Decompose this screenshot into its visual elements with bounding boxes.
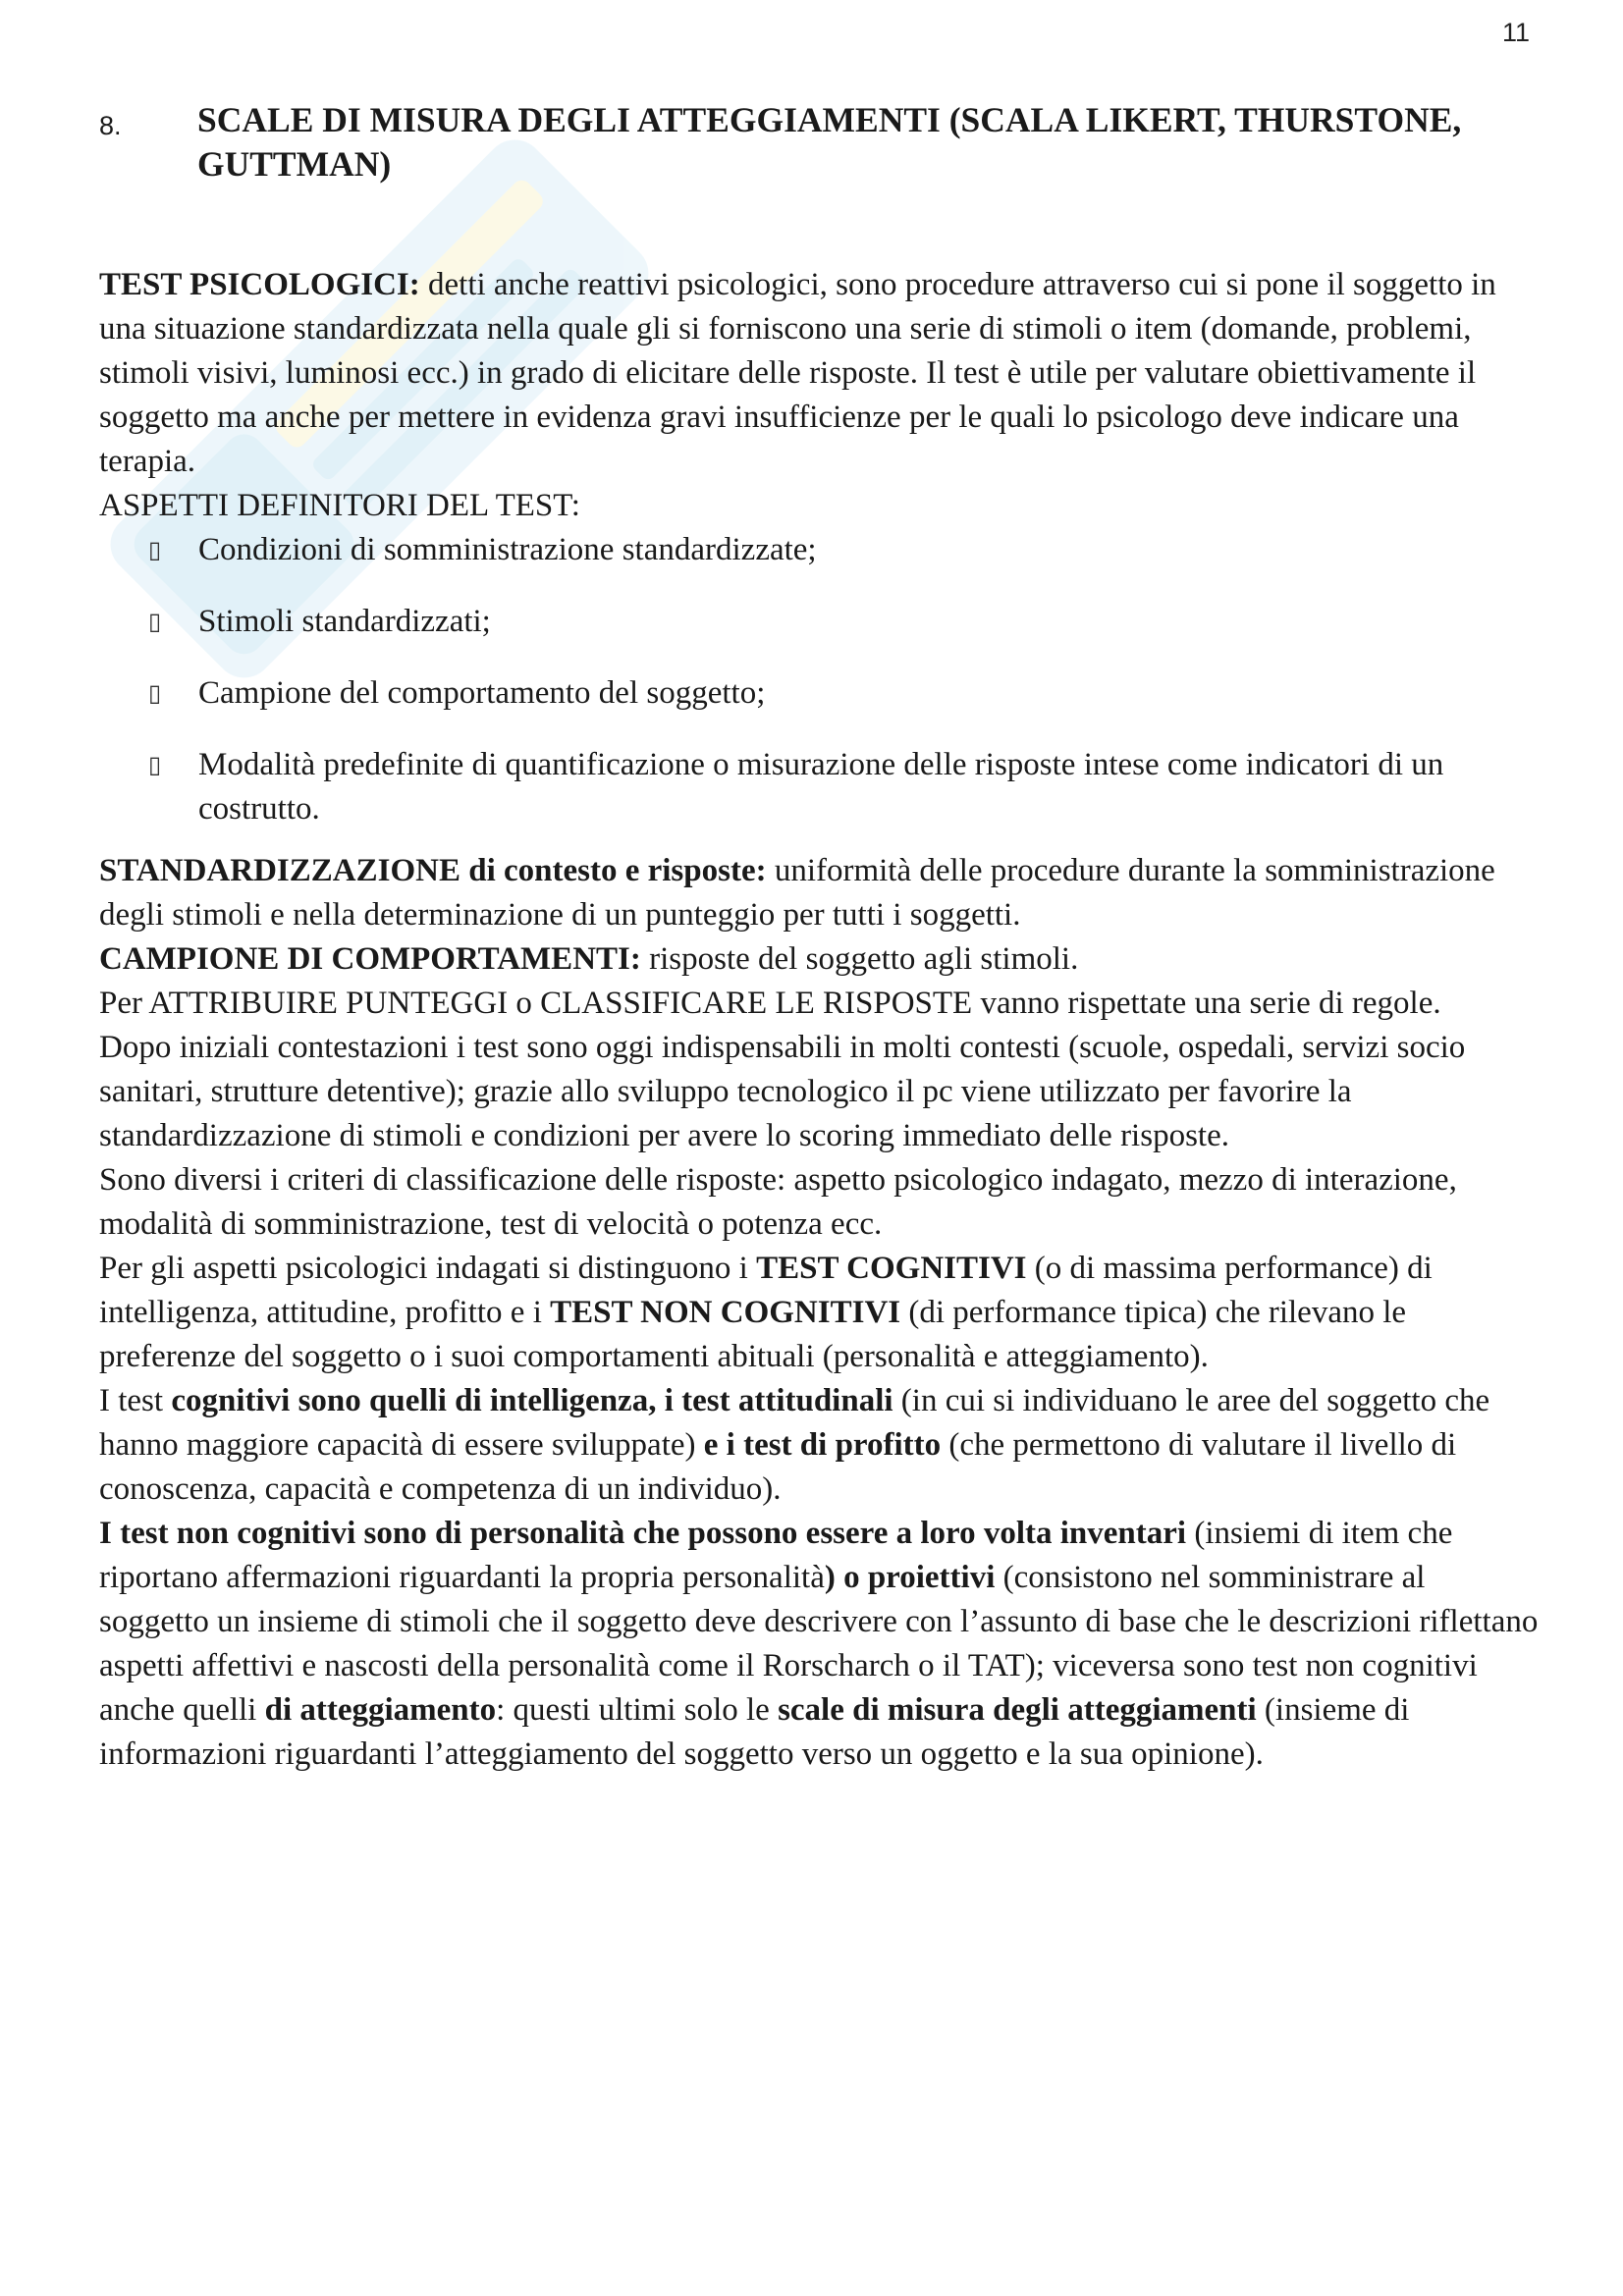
cognitive-paragraph bbox=[99, 1379, 1542, 1512]
intro-term: TEST PSICOLOGICI: bbox=[99, 267, 420, 302]
noncognitive-term-1: I test non cognitivi sono di personalità che possono essere a loro volta inventari bbox=[99, 1516, 1187, 1551]
aspects-list bbox=[99, 528, 1542, 831]
list-item-text: Condizioni di somministrazione standardizzate; bbox=[198, 532, 817, 567]
contexts-paragraph: Dopo iniziali contestazioni i test sono oggi indispensabili in molti contesti (scuole, ospedali, servizi socio sanitari, strutture detentive); grazie allo sviluppo tecnologico il pc viene utilizzato per favorire la standardizzazione di stimoli e condizioni per avere lo scoring immediato delle risposte. bbox=[99, 1030, 1466, 1153]
bullet-icon: ▯ bbox=[148, 608, 162, 635]
types-term-cognitive: TEST COGNITIVI bbox=[756, 1251, 1027, 1286]
cognitive-term-2: e i test di profitto bbox=[703, 1427, 942, 1463]
page-number: 11 bbox=[1502, 18, 1531, 47]
cognitive-text-3: (che permettono di valutare il livello di conoscenza, capacità e competenza di un individuo). bbox=[99, 1427, 1457, 1507]
noncognitive-term-2: ) o proiettivi bbox=[824, 1560, 996, 1595]
bullet-icon: ▯ bbox=[148, 751, 162, 778]
aspects-heading: ASPETTI DEFINITORI DEL TEST: bbox=[99, 488, 580, 523]
section-heading bbox=[99, 98, 1542, 187]
standardization-text: uniformità delle procedure durante la somministrazione degli stimoli e nella determinazione di un punteggio per tutti i soggetti. bbox=[99, 853, 1495, 933]
section-title: SCALE DI MISURA DEGLI ATTEGGIAMENTI (SCALA LIKERT, THURSTONE, GUTTMAN) bbox=[197, 100, 1462, 184]
section-number: 8. bbox=[99, 111, 122, 140]
cognitive-text-2: (in cui si individuano le aree del soggetto che hanno maggiore capacità di essere sviluppate) bbox=[99, 1383, 1490, 1463]
sample-paragraph bbox=[99, 937, 1542, 982]
standardization-term: STANDARDIZZAZIONE di contesto e risposte: bbox=[99, 853, 767, 888]
intro-text: detti anche reattivi psicologici, sono procedure attraverso cui si pone il soggetto in una situazione standardizzata nella quale gli si forniscono una serie di stimoli o item (domande, problemi, stimoli visivi, luminosi ecc.) in grado di elicitare delle risposte. Il test è utile per valutare obiettivamente il soggetto ma anche per mettere in evidenza gravi insufficienze per le quali lo psicologo deve indicare una terapia. bbox=[99, 267, 1496, 479]
noncognitive-term-4: scale di misura degli atteggiamenti bbox=[778, 1692, 1257, 1728]
list-item bbox=[99, 600, 1542, 644]
sample-text: risposte del soggetto agli stimoli. bbox=[640, 941, 1079, 977]
noncognitive-text-4: (insieme di informazioni riguardanti l’atteggiamento del soggetto verso un oggetto e la sua opinione). bbox=[99, 1692, 1410, 1772]
page-content bbox=[99, 98, 1542, 1777]
scoring-rules-paragraph: Per ATTRIBUIRE PUNTEGGI o CLASSIFICARE LE RISPOSTE vanno rispettate una serie di regole. bbox=[99, 986, 1441, 1021]
noncognitive-text-2: (consistono nel somministrare al soggetto un insieme di stimoli che il soggetto deve descrivere con l’assunto di base che le descrizioni riflettano aspetti affettivi e nascosti della personalità come il Rorscharch o il TAT); viceversa sono test non cognitivi anche quelli bbox=[99, 1560, 1539, 1728]
noncognitive-text-1: (insiemi di item che riportano affermazioni riguardanti la propria personalità bbox=[99, 1516, 1453, 1595]
noncognitive-paragraph bbox=[99, 1512, 1542, 1777]
list-item-text: Stimoli standardizzati; bbox=[198, 604, 491, 639]
intro-paragraph bbox=[99, 263, 1542, 484]
sample-term: CAMPIONE DI COMPORTAMENTI: bbox=[99, 941, 641, 977]
list-item bbox=[99, 743, 1542, 831]
list-item-text: Modalità predefinite di quantificazione o misurazione delle risposte intese come indicatori di un costrutto. bbox=[198, 747, 1444, 827]
types-paragraph bbox=[99, 1247, 1542, 1379]
noncognitive-term-3: di atteggiamento bbox=[264, 1692, 497, 1728]
list-item bbox=[99, 671, 1542, 716]
types-text-2: (o di massima performance) di intelligenza, attitudine, profitto e i bbox=[99, 1251, 1433, 1330]
bullet-icon: ▯ bbox=[148, 536, 162, 563]
list-item bbox=[99, 528, 1542, 572]
list-item-text: Campione del comportamento del soggetto; bbox=[198, 675, 766, 711]
cognitive-term-1: cognitivi sono quelli di intelligenza, i test attitudinali bbox=[171, 1383, 893, 1418]
standardization-paragraph bbox=[99, 849, 1542, 937]
cognitive-text-1: I test bbox=[99, 1383, 172, 1418]
criteria-paragraph: Sono diversi i criteri di classificazione delle risposte: aspetto psicologico indagato, mezzo di interazione, modalità di somministrazione, test di velocità o potenza ecc. bbox=[99, 1162, 1457, 1242]
types-text-3: (di performance tipica) che rilevano le preferenze del soggetto o i suoi comportamenti abituali (personalità e atteggiamento). bbox=[99, 1295, 1407, 1374]
noncognitive-text-3: : questi ultimi solo le bbox=[496, 1692, 779, 1728]
bullet-icon: ▯ bbox=[148, 679, 162, 707]
types-text-1: Per gli aspetti psicologici indagati si distinguono i bbox=[99, 1251, 757, 1286]
types-term-noncognitive: TEST NON COGNITIVI bbox=[550, 1295, 901, 1330]
